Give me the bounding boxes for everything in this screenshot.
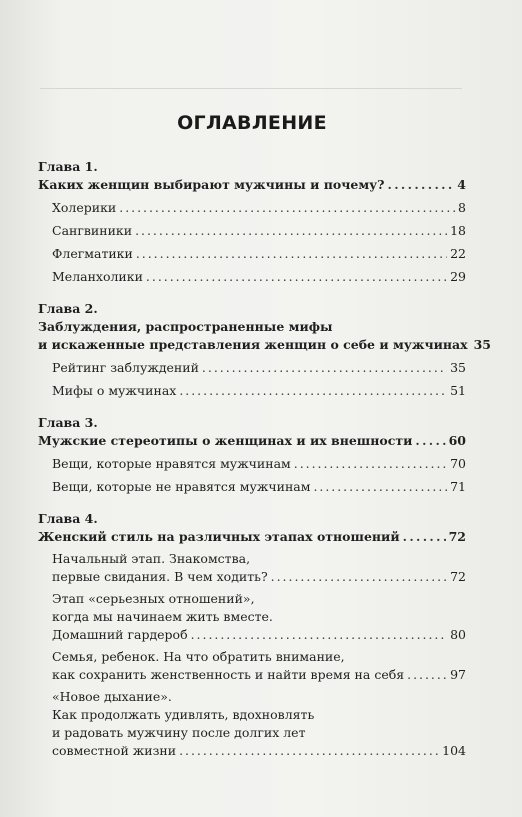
chapter-2 — [38, 300, 491, 400]
toc-item[interactable] — [38, 222, 466, 240]
chapter-title-row[interactable] — [38, 336, 491, 354]
dot-leader — [119, 199, 455, 217]
page-number: 35 — [450, 360, 466, 375]
item-title-row — [38, 742, 466, 760]
chapter-title: Каких женщин выбирают мужчины и почему? — [38, 177, 385, 192]
toc-item[interactable] — [38, 478, 466, 496]
bleed-through-header-line — [40, 70, 462, 89]
chapter-title-line: Заблуждения, распространенные мифы — [38, 319, 333, 334]
item-title: Флегматики — [52, 246, 133, 261]
dot-leader — [136, 245, 447, 263]
page-number: 4 — [457, 177, 466, 192]
dot-leader — [271, 568, 447, 586]
item-title: Вещи, которые нравятся мужчинам — [52, 456, 291, 471]
item-title-line: Как продолжать удивлять, вдохновлять — [52, 707, 315, 722]
item-title: Мифы о мужчинах — [52, 383, 177, 398]
page-number: 60 — [448, 433, 466, 448]
chapter-label: Глава 3. — [38, 415, 98, 430]
dot-leader — [202, 359, 447, 377]
dot-leader — [388, 176, 455, 194]
chapter-label: Глава 2. — [38, 301, 98, 316]
page-number: 72 — [450, 569, 466, 584]
chapter-title-row[interactable] — [38, 528, 466, 546]
dot-leader — [313, 478, 447, 496]
dot-leader — [415, 432, 445, 450]
item-title: Меланхолики — [52, 269, 143, 284]
chapter-3 — [38, 414, 466, 496]
item-title-line: когда мы начинаем жить вместе. — [52, 609, 273, 624]
toc-item[interactable] — [38, 455, 466, 473]
item-title-line: и радовать мужчину после долгих лет — [52, 725, 306, 740]
item-title: как сохранить женственность и найти время на себя — [52, 667, 405, 682]
item-title-line: Семья, ребенок. На что обратить внимание, — [52, 649, 345, 664]
item-title: Сангвиники — [52, 223, 133, 238]
toc-item[interactable] — [38, 245, 466, 263]
chapter-title: Мужские стереотипы о женщинах и их внешности — [38, 433, 413, 448]
toc-item[interactable] — [38, 359, 466, 377]
item-title-row — [38, 626, 466, 644]
toc-item[interactable] — [38, 199, 466, 217]
item-title-line: Начальный этап. Знакомства, — [52, 551, 251, 566]
dot-leader — [135, 222, 447, 240]
page-number: 71 — [450, 479, 466, 494]
page-number: 70 — [450, 456, 466, 471]
chapter-label: Глава 1. — [38, 159, 98, 174]
item-title: совместной жизни — [52, 743, 177, 758]
toc-item-multiline[interactable] — [38, 550, 466, 586]
item-title-line: Этап «серьезных отношений», — [52, 591, 255, 606]
page-number: 29 — [450, 269, 466, 284]
dot-leader — [179, 382, 447, 400]
dot-leader — [179, 742, 439, 760]
page-number: 35 — [473, 337, 491, 352]
dot-leader — [407, 666, 447, 684]
page-number: 18 — [450, 223, 466, 238]
item-title: первые свидания. В чем ходить? — [52, 569, 268, 584]
chapter-title-row[interactable] — [38, 432, 466, 450]
page-number: 97 — [450, 667, 466, 682]
table-of-contents — [38, 112, 491, 760]
page-title: ОГЛАВЛЕНИЕ — [177, 112, 327, 134]
chapter-title: и искаженные представления женщин о себе и мужчинах — [38, 337, 468, 352]
item-title: Холерики — [52, 200, 117, 215]
chapter-title-row[interactable] — [38, 176, 466, 194]
page-number: 8 — [458, 200, 466, 215]
toc-item[interactable] — [38, 382, 466, 400]
page-number: 22 — [450, 246, 466, 261]
page-number: 104 — [442, 743, 466, 758]
item-title-row — [38, 666, 466, 684]
toc-item-multiline[interactable] — [38, 688, 466, 760]
page-number: 72 — [448, 529, 466, 544]
item-title: Рейтинг заблуждений — [52, 360, 199, 375]
chapter-label: Глава 4. — [38, 511, 98, 526]
dot-leader — [403, 528, 446, 546]
page-number: 51 — [450, 383, 466, 398]
toc-item[interactable] — [38, 268, 466, 286]
item-title-line: «Новое дыхание». — [52, 689, 172, 704]
toc-item-multiline[interactable] — [38, 648, 466, 684]
page-number: 80 — [450, 627, 466, 642]
chapter-1 — [38, 158, 466, 286]
dot-leader — [294, 455, 447, 473]
dot-leader — [146, 268, 447, 286]
item-title: Вещи, которые не нравятся мужчинам — [52, 479, 311, 494]
dot-leader — [191, 626, 447, 644]
chapter-title: Женский стиль на различных этапах отношений — [38, 529, 400, 544]
item-title-row — [38, 568, 466, 586]
toc-item-multiline[interactable] — [38, 590, 466, 644]
item-title: Домашний гардероб — [52, 627, 188, 642]
chapter-4 — [38, 510, 466, 760]
